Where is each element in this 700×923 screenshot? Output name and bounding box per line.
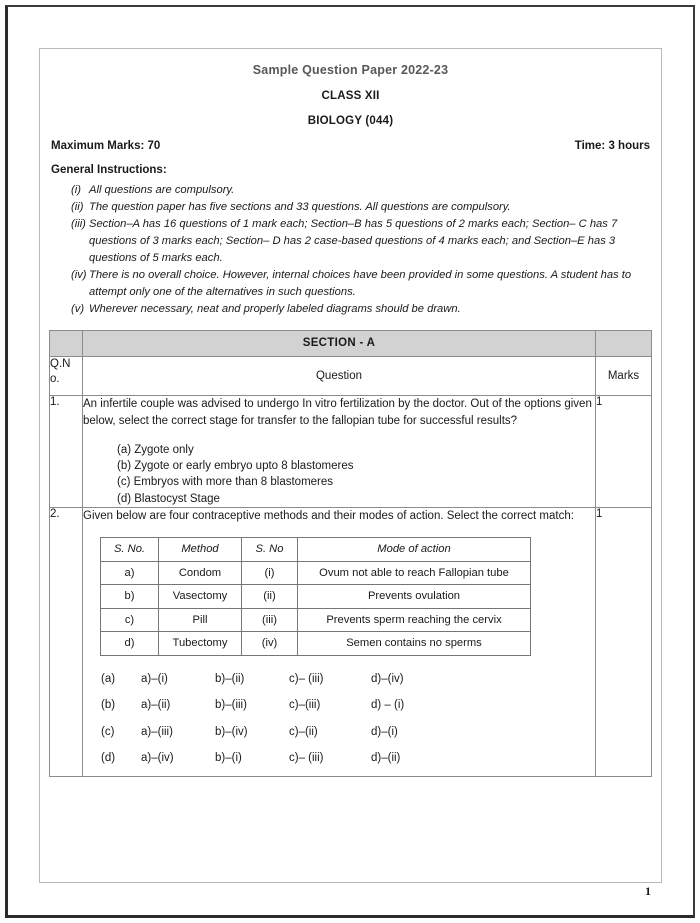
match-cell-method: Vasectomy: [159, 585, 242, 609]
list-item: [49, 182, 652, 199]
list-item: [49, 301, 652, 318]
table-row: [50, 396, 652, 508]
option-match-2: b)–(i): [215, 751, 242, 764]
match-cell-method: Pill: [159, 608, 242, 632]
instruction-number: (iii): [71, 218, 86, 231]
list-item: [49, 199, 652, 216]
option-label: (a): [101, 673, 116, 685]
table-header-row: [50, 357, 652, 396]
instruction-text: There is no overall choice. However, internal choices have been provided in some questions. A student has to attempt only one of the alternatives in such questions.: [89, 269, 632, 299]
match-cell-sno2: (iv): [242, 632, 298, 656]
question-stem: An infertile couple was advised to undergo In vitro fertilization by the doctor. Out of the options given below, select the correct stage for transfer to the fallopian tube for successful results?: [83, 398, 592, 428]
option-match-3: c)–(iii): [289, 699, 321, 712]
page-number: 1: [645, 884, 651, 898]
option-item[interactable]: (a) Zygote only: [117, 443, 194, 456]
page-title: Sample Question Paper 2022-23: [252, 63, 449, 77]
question-stem: Given below are four contraceptive methods and their modes of action. Select the correct match:: [83, 509, 574, 522]
maximum-marks-label: Maximum Marks: 70: [51, 140, 161, 152]
match-cell-sno1: b): [101, 585, 159, 609]
match-col-sno2: S. No: [242, 538, 298, 562]
match-cell-mode: Prevents sperm reaching the cervix: [298, 608, 531, 632]
question-body: [83, 396, 596, 508]
column-header-marks: Marks: [596, 357, 652, 396]
match-cell-sno1: c): [101, 608, 159, 632]
option-label: (b): [101, 699, 116, 712]
table-row: [50, 507, 652, 776]
match-cell-mode: Prevents ovulation: [298, 585, 531, 609]
option-match-1: a)–(ii): [141, 699, 171, 712]
general-instructions-list: [49, 182, 652, 318]
question-marks: 1: [596, 396, 652, 508]
page-outer-border: [5, 5, 695, 918]
question-marks: 1: [596, 507, 652, 776]
option-match-2: b)–(iv): [215, 725, 248, 738]
match-col-sno1: S. No.: [101, 538, 159, 562]
match-cell-method: Condom: [159, 561, 242, 585]
match-cell-sno2: (i): [242, 561, 298, 585]
table-row: [101, 585, 531, 609]
option-item[interactable]: (c) Embryos with more than 8 blastomeres: [117, 476, 334, 489]
instruction-text: The question paper has five sections and 33 questions. All questions are compulsory.: [89, 201, 511, 214]
instruction-text: Wherever necessary, neat and properly labeled diagrams should be drawn.: [89, 303, 461, 316]
column-header-qno-line1: Q.N: [50, 358, 71, 371]
option-match-4: d)–(i): [371, 725, 398, 738]
match-cell-mode: Semen contains no sperms: [298, 632, 531, 656]
time-label: Time: 3 hours: [574, 140, 650, 152]
match-col-mode: Mode of action: [298, 538, 531, 562]
question-body: [83, 507, 596, 776]
option-item[interactable]: [101, 724, 595, 741]
option-label: (d): [101, 751, 116, 764]
class-label: CLASS XII: [321, 90, 380, 102]
option-item[interactable]: [101, 750, 595, 767]
option-match-3: c)– (iii): [289, 673, 324, 685]
match-col-method: Method: [159, 538, 242, 562]
general-instructions-heading: General Instructions:: [51, 164, 167, 176]
section-title: SECTION - A: [83, 331, 596, 357]
question-number: 1.: [50, 396, 83, 508]
match-cell-sno1: d): [101, 632, 159, 656]
section-band-left-cell: [50, 331, 83, 357]
table-row: [101, 632, 531, 656]
option-item[interactable]: (d) Blastocyst Stage: [117, 492, 220, 505]
question-options: [83, 442, 595, 507]
question-table: [49, 330, 652, 777]
match-table: [100, 537, 531, 656]
option-item[interactable]: [101, 697, 595, 714]
option-match-1: a)–(iii): [141, 725, 173, 738]
option-item[interactable]: (b) Zygote or early embryo upto 8 blastomeres: [117, 459, 354, 472]
option-match-4: d)–(ii): [371, 751, 401, 764]
column-header-qno: [50, 357, 83, 396]
match-cell-mode: Ovum not able to reach Fallopian tube: [298, 561, 531, 585]
match-cell-sno1: a): [101, 561, 159, 585]
column-header-question: Question: [83, 357, 596, 396]
question-number: 2.: [50, 507, 83, 776]
option-match-4: d) – (i): [371, 699, 405, 712]
option-match-1: a)–(iv): [141, 751, 174, 764]
instruction-number: (v): [71, 303, 85, 316]
column-header-qno-line2: o.: [50, 372, 60, 385]
match-table-header-row: [101, 538, 531, 562]
match-cell-sno2: (ii): [242, 585, 298, 609]
subject-label: BIOLOGY (044): [307, 115, 394, 127]
instruction-number: (ii): [71, 201, 84, 214]
table-row: [101, 608, 531, 632]
option-item[interactable]: [101, 671, 595, 688]
answer-options-grid: [101, 671, 595, 767]
exam-meta-row: [51, 140, 650, 152]
section-header-row: [50, 331, 652, 357]
match-cell-sno2: (iii): [242, 608, 298, 632]
instruction-text: Section–A has 16 questions of 1 mark each; Section–B has 5 questions of 2 marks each; Section– C has 7 questions of 3 marks each; Section– D has 2 case-based questions of 4 marks each; and Section–E has 3 questions of 5 marks each.: [89, 218, 618, 265]
section-band-right-cell: [596, 331, 652, 357]
option-match-3: c)–(ii): [289, 725, 318, 738]
page-content-frame: [39, 48, 662, 883]
option-match-1: a)–(i): [141, 673, 168, 685]
table-row: [101, 561, 531, 585]
instruction-number: (iv): [71, 269, 87, 282]
list-item: [49, 216, 652, 267]
instruction-text: All questions are compulsory.: [89, 184, 235, 196]
list-item: [49, 267, 652, 301]
option-match-2: b)–(iii): [215, 699, 247, 712]
option-match-3: c)– (iii): [289, 751, 324, 764]
option-match-2: b)–(ii): [215, 673, 245, 685]
option-match-4: d)–(iv): [371, 673, 404, 685]
option-label: (c): [101, 725, 115, 738]
match-cell-method: Tubectomy: [159, 632, 242, 656]
instruction-number: (i): [71, 184, 81, 196]
